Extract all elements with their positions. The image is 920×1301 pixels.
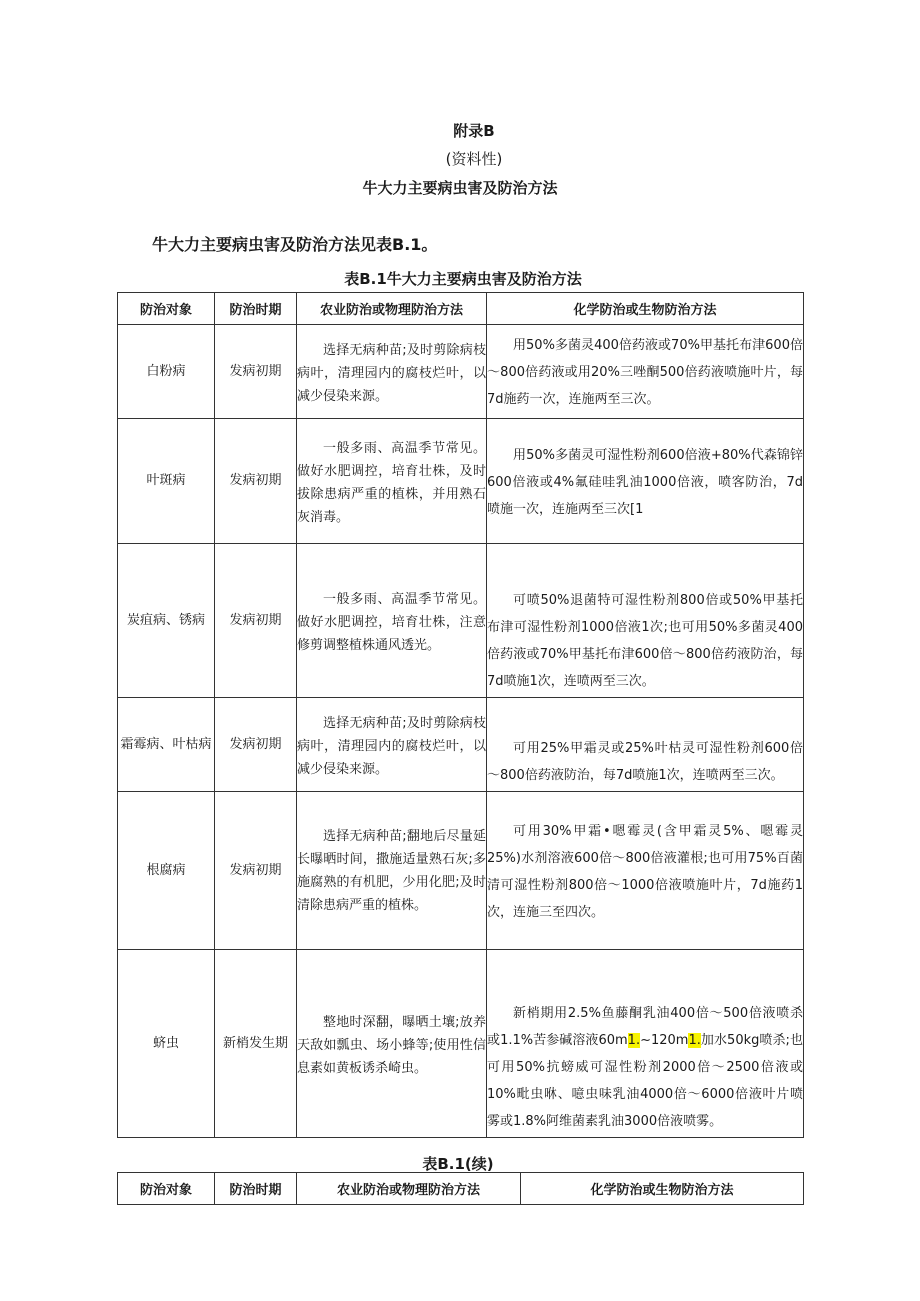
header-chem-method: 化学防治或生物防治方法 [487,293,804,325]
cell-target: 霜霉病、叶枯病 [118,698,215,792]
cell-period: 发病初期 [215,792,297,950]
chem-text: 用50%多菌灵可湿性粉剂600倍液+80%代森锦锌600倍液或4%氟硅哇乳油1000倍液，喷客防治，7d喷施一次，连施两至三次[1 [487,447,803,517]
cell-chem [487,698,804,792]
agri-text: 一般多雨、高温季节常见。做好水肥调控，培育壮株，注意修剪调整植株通风透光。 [297,592,486,653]
header-agri-method: 农业防治或物理防治方法 [297,293,487,325]
cell-agri [297,950,487,1138]
cell-chem [487,325,804,419]
header-chem-method: 化学防治或生物防治方法 [521,1173,804,1205]
cell-agri [297,698,487,792]
cell-period: 发病初期 [215,544,297,698]
chem-text-part: 加水50kg喷杀;也可用50%抗螃威可湿性粉剂2000倍～2500倍液或10%毗虫咻、噫虫味乳油4000倍～6000倍液叶片喷雾或1.8%阿维菌素乳油3000倍液喷雾。 [487,1033,803,1129]
cell-target: 叶斑病 [118,419,215,544]
chem-text: 可用30%甲霜•嗯霉灵(含甲霜灵5%、嗯霉灵25%)水剂溶液600倍～800倍液灌根;也可用75%百菌清可湿性粉剂800倍～1000倍液喷施叶片，7d施药1次，连施三至四次。 [487,823,803,920]
agri-text: 一般多雨、高温季节常见。做好水肥调控，培育壮株，及时拔除患病严重的植株，并用熟石灰消毒。 [297,441,486,525]
agri-text: 整地时深翻，曝晒土壤;放养天敌如瓢虫、场小蜂等;使用性信息素如黄板诱杀崎虫。 [297,1015,486,1076]
chem-text-part: ~120m [640,1033,689,1048]
cell-agri [297,792,487,950]
cell-chem [487,792,804,950]
appendix-nature: (资料性) [445,150,503,168]
agri-text: 选择无病种苗;及时剪除病枝病叶，清理园内的腐枝烂叶，以减少侵染来源。 [297,716,486,777]
cell-target: 白粉病 [118,325,215,419]
highlighted-text: 1. [627,1033,641,1048]
continued-table [117,1172,804,1205]
table-row [118,544,804,698]
cell-target: 蛴虫 [118,950,215,1138]
cell-agri [297,544,487,698]
chem-text: 可喷50%退菌特可湿性粉剂800倍或50%甲基托布津可湿性粉剂1000倍液1次;也可用50%多菌灵400倍药液或70%甲基托布津600倍～800倍药液防治，每7d喷施1次，连喷两至三次。 [487,593,803,689]
table-row [118,325,804,419]
table-row [118,698,804,792]
cell-target: 炭疽病、锈病 [118,544,215,698]
table-caption: 表B.1牛大力主要病虫害及防治方法 [344,270,582,288]
header-target: 防治对象 [118,1173,215,1205]
cell-agri [297,325,487,419]
cell-period: 发病初期 [215,419,297,544]
table-header-row [118,1173,804,1205]
cell-period: 发病初期 [215,698,297,792]
appendix-label: 附录B [453,122,495,140]
table-row [118,792,804,950]
cell-chem [487,950,804,1138]
cell-chem [487,419,804,544]
appendix-title: 牛大力主要病虫害及防治方法 [362,179,558,197]
chem-text: 用50%多菌灵400倍药液或70%甲基托布津600倍～800倍药液或用20%三唑酮500倍药液喷施叶片，每7d施药一次，连施两至三次。 [487,338,803,407]
agri-text: 选择无病种苗;及时剪除病枝病叶，清理园内的腐枝烂叶，以减少侵染来源。 [297,343,486,404]
intro-paragraph: 牛大力主要病虫害及防治方法见表B.1。 [152,235,438,254]
highlighted-text: 1. [688,1033,701,1048]
header-period: 防治时期 [215,1173,297,1205]
pest-control-table [117,292,804,1138]
agri-text: 选择无病种苗;翻地后尽量延长曝晒时间，撒施适量熟石灰;多施腐熟的有机肥，少用化肥;及时清除患病严重的植株。 [297,828,486,913]
table-row [118,950,804,1138]
cell-period: 发病初期 [215,325,297,419]
cell-period: 新梢发生期 [215,950,297,1138]
continued-table-caption: 表B.1(续) [422,1155,494,1173]
chem-text: 可用25%甲霜灵或25%叶枯灵可湿性粉剂600倍～800倍药液防治，每7d喷施1次，连喷两至三次。 [487,741,803,783]
cell-target: 根腐病 [118,792,215,950]
cell-chem [487,544,804,698]
chem-text [487,1000,803,1135]
header-agri-method: 农业防治或物理防治方法 [297,1173,521,1205]
chem-text-part: 新梢期用2.5%鱼藤酮乳油400倍～500倍液喷杀或1.1%苦参碱溶液60m [487,1006,803,1048]
header-target: 防治对象 [118,293,215,325]
table-header-row [118,293,804,325]
table-row [118,419,804,544]
header-period: 防治时期 [215,293,297,325]
cell-agri [297,419,487,544]
